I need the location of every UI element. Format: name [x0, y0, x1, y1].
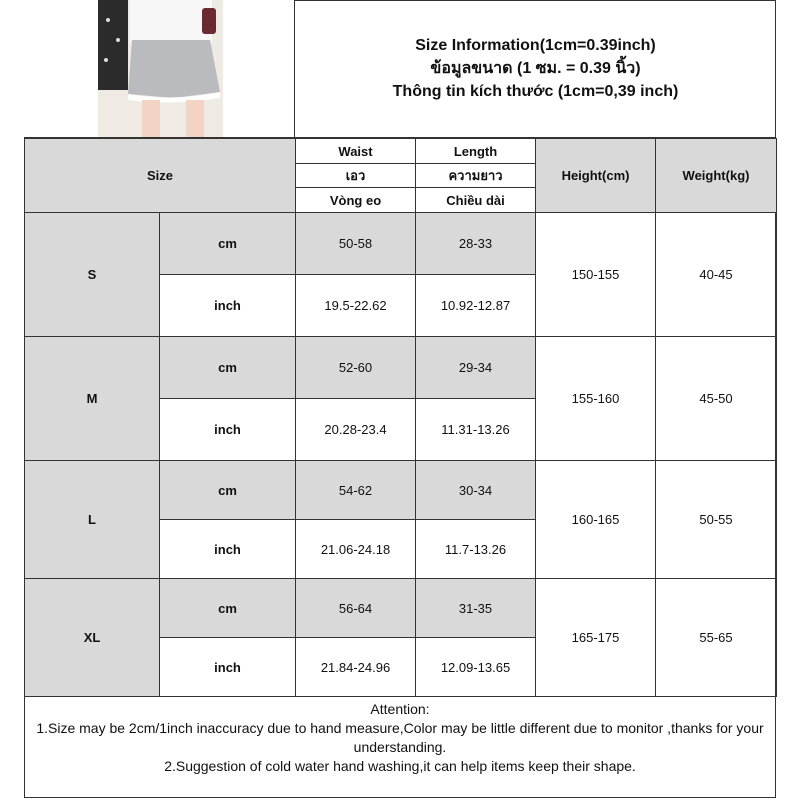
weight-xl: 55-65 [656, 579, 777, 697]
waist-inch-l: 21.06-24.18 [296, 520, 416, 579]
header-title-vi: Thông tin kích thước (1cm=0,39 inch) [392, 83, 679, 100]
header-title-en: Size Information(1cm=0.39inch) [415, 37, 656, 54]
waist-cm-xl: 56-64 [296, 579, 416, 638]
height-m: 155-160 [536, 337, 656, 461]
length-cm-xl: 31-35 [416, 579, 536, 638]
unit-inch-label: inch [160, 399, 296, 461]
size-m-label: M [25, 337, 160, 461]
waist-header-vi: Vòng eo [296, 188, 416, 213]
size-header: Size [25, 139, 296, 213]
waist-cm-l: 54-62 [296, 461, 416, 520]
attention-notes [24, 698, 776, 798]
length-inch-m: 11.31-13.26 [416, 399, 536, 461]
length-cm-m: 29-34 [416, 337, 536, 399]
product-photo [24, 0, 295, 138]
height-s: 150-155 [536, 213, 656, 337]
unit-cm-label: cm [160, 337, 296, 399]
height-header: Height(cm) [536, 139, 656, 213]
weight-l: 50-55 [656, 461, 777, 579]
attention-note-1: 1.Size may be 2cm/1inch inaccuracy due to hand measure,Color may be little different due to monitor ,thanks for your understanding. [36, 720, 764, 755]
unit-inch-label: inch [160, 275, 296, 337]
length-inch-xl: 12.09-13.65 [416, 638, 536, 697]
attention-note-2: 2.Suggestion of cold water hand washing,it can help items keep their shape. [164, 758, 636, 774]
waist-cm-s: 50-58 [296, 213, 416, 275]
unit-cm-label: cm [160, 579, 296, 638]
size-s-label: S [25, 213, 160, 337]
product-photo-illustration [24, 0, 295, 138]
unit-cm-label: cm [160, 213, 296, 275]
waist-header-th: เอว [296, 164, 416, 188]
length-cm-s: 28-33 [416, 213, 536, 275]
waist-inch-m: 20.28-23.4 [296, 399, 416, 461]
height-xl: 165-175 [536, 579, 656, 697]
length-header-th: ความยาว [416, 164, 536, 188]
attention-title: Attention: [370, 701, 430, 717]
size-l-label: L [25, 461, 160, 579]
waist-inch-s: 19.5-22.62 [296, 275, 416, 337]
length-cm-l: 30-34 [416, 461, 536, 520]
unit-inch-label: inch [160, 638, 296, 697]
length-inch-s: 10.92-12.87 [416, 275, 536, 337]
weight-s: 40-45 [656, 213, 777, 337]
height-l: 160-165 [536, 461, 656, 579]
waist-cm-m: 52-60 [296, 337, 416, 399]
size-info-header [295, 0, 776, 138]
weight-header: Weight(kg) [656, 139, 777, 213]
size-table [24, 138, 777, 697]
header-title-th: ข้อมูลขนาด (1 ซม. = 0.39 นิ้ว) [430, 60, 641, 77]
waist-inch-xl: 21.84-24.96 [296, 638, 416, 697]
unit-inch-label: inch [160, 520, 296, 579]
weight-m: 45-50 [656, 337, 777, 461]
length-inch-l: 11.7-13.26 [416, 520, 536, 579]
length-header-en: Length [416, 139, 536, 164]
size-xl-label: XL [25, 579, 160, 697]
length-header-vi: Chiều dài [416, 188, 536, 213]
unit-cm-label: cm [160, 461, 296, 520]
waist-header-en: Waist [296, 139, 416, 164]
